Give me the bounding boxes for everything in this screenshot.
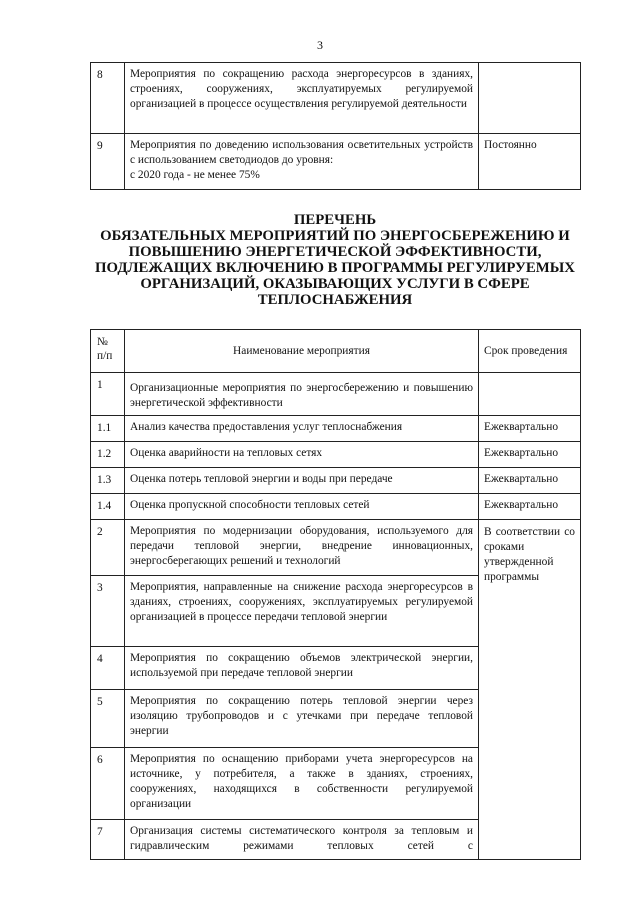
header-name: Наименование мероприятия [125,330,479,373]
title-line: ОРГАНИЗАЦИЙ, ОКАЗЫВАЮЩИХ УСЛУГИ В СФЕРЕ [140,276,530,292]
row-text-line: с 2020 года - не менее 75% [130,169,260,181]
row-number: 1.1 [91,416,125,442]
table-row [91,134,581,190]
row-text: Мероприятия по сокращению расхода энергоресурсов в зданиях, строениях, сооружениях, эксплуатируемых регулируемой организацией в процессе осуществления регулируемой деятельности [125,63,479,134]
row-text: Оценка потерь тепловой энергии и воды при передаче [125,468,479,494]
table-row [91,468,581,494]
row-number: 2 [91,520,125,576]
title-line: ТЕПЛОСНАБЖЕНИЯ [257,292,413,308]
row-number: 1.3 [91,468,125,494]
row-text-cell [125,134,479,190]
table-row [91,373,581,416]
row-term: Постоянно [479,134,581,190]
row-text: Мероприятия по модернизации оборудования, используемого для передачи тепловой энергии, внедрение инновационных, энергосберегающих решений и технологий [125,520,479,576]
row-number: 5 [91,690,125,748]
row-text: Анализ качества предоставления услуг теплоснабжения [125,416,479,442]
document-title [90,212,580,308]
row-number: 1.2 [91,442,125,468]
row-text: Мероприятия по сокращению потерь тепловой энергии через изоляцию трубопроводов и с утечками при передаче тепловой энергии [125,690,479,748]
row-term-merged [479,520,581,860]
row-text: Мероприятия по доведению использования осветительных устройств с использованием светодиодов до уровня: [130,139,473,166]
row-text: Оценка аварийности на тепловых сетях [125,442,479,468]
table-row [91,520,581,576]
row-number: 4 [91,647,125,690]
table-continued [90,62,581,190]
title-line: ПЕРЕЧЕНЬ [293,212,377,228]
header-num: № п/п [91,330,125,373]
row-text: Мероприятия по оснащению приборами учета энергоресурсов на источнике, у потребителя, а также в зданиях, строениях, сооружениях, находящихся в собственности регулируемой организации [125,748,479,820]
row-term: Ежеквартально [479,494,581,520]
table-row [91,494,581,520]
table-row [91,442,581,468]
row-text: Оценка пропускной способности тепловых сетей [125,494,479,520]
row-text: Организация системы систематического контроля за тепловым и гидравлическим режимами тепловых сетей с [125,820,479,860]
row-text: Мероприятия, направленные на снижение расхода энергоресурсов в зданиях, строениях, сооружениях, эксплуатируемых регулируемой организацией в процессе передачи тепловой энергии [125,576,479,647]
table-header-row [91,330,581,373]
page-number: 3 [317,38,323,52]
row-number: 3 [91,576,125,647]
row-term: В соответствии со сроками утвержденной программы [484,526,575,583]
row-number: 9 [91,134,125,190]
table-row [91,63,581,134]
title-line: ПОДЛЕЖАЩИХ ВКЛЮЧЕНИЮ В ПРОГРАММЫ РЕГУЛИРУЕМЫХ [95,260,575,276]
row-term: Ежеквартально [479,442,581,468]
row-term: Ежеквартально [479,416,581,442]
row-term [479,373,581,416]
table-row [91,416,581,442]
row-number: 7 [91,820,125,860]
row-term [479,63,581,134]
row-term: Ежеквартально [479,468,581,494]
row-number: 1 [91,373,125,416]
row-text: Мероприятия по сокращению объемов электрической энергии, используемой при передаче тепловой энергии [125,647,479,690]
header-term: Срок проведения [479,330,581,373]
title-line: ОБЯЗАТЕЛЬНЫХ МЕРОПРИЯТИЙ ПО ЭНЕРГОСБЕРЕЖЕНИЮ И [100,228,570,244]
row-number: 8 [91,63,125,134]
row-number: 1.4 [91,494,125,520]
row-number: 6 [91,748,125,820]
title-line: ПОВЫШЕНИЮ ЭНЕРГЕТИЧЕСКОЙ ЭФФЕКТИВНОСТИ, [128,244,542,260]
measures-table [90,329,581,860]
row-text: Организационные мероприятия по энергосбережению и повышению энергетической эффективности [125,373,479,416]
